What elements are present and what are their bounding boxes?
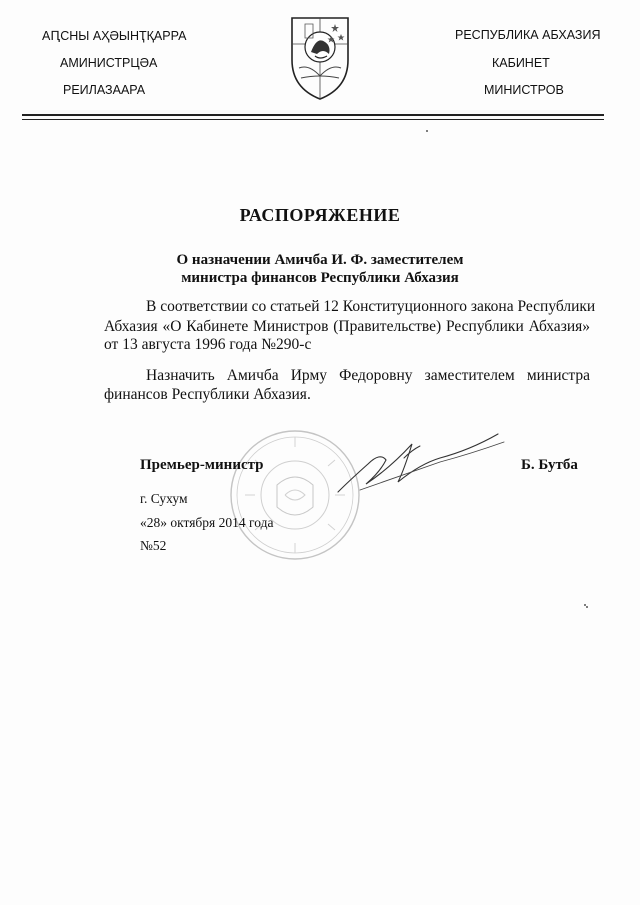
scan-speck — [426, 130, 428, 132]
document-number: №52 — [140, 538, 167, 553]
header-divider-thick — [22, 114, 604, 116]
header-right-line1: РЕСПУБЛИКА АБХАЗИЯ — [455, 28, 601, 42]
paragraph1-line2: Абхазия «О Кабинете Министров (Правительстве) Республики Абхазия» — [104, 318, 590, 335]
signatory-name: Б. Бутба — [521, 457, 578, 473]
paragraph2-line2: финансов Республики Абхазия. — [104, 386, 311, 403]
header-left-line3: РЕИЛАЗААРА — [63, 83, 146, 97]
paragraph2-line1: Назначить Амичба Ирму Федоровну заместителем министра — [146, 367, 590, 384]
paragraph1-line1: В соответствии со статьей 12 Конституционного закона Республики — [146, 298, 596, 315]
document-city: г. Сухум — [140, 491, 188, 506]
scan-speck — [586, 606, 588, 608]
header-left-line1: АԤСНЫ АҲӘЫНҬҚАРРА — [42, 29, 187, 43]
document-subtitle-line1: О назначении Амичба И. Ф. заместителем — [176, 252, 464, 268]
document-subtitle-line2: министра финансов Республики Абхазия — [181, 270, 459, 286]
paragraph1-line3: от 13 августа 1996 года №290-с — [104, 336, 312, 353]
signatory-position: Премьер-министр — [140, 457, 264, 473]
state-emblem-icon — [287, 14, 353, 102]
header-left-line2: АМИНИСТРЦӘА — [60, 56, 158, 70]
handwritten-signature — [320, 420, 510, 500]
header-right-line2: КАБИНЕТ — [492, 56, 550, 70]
header-right-line3: МИНИСТРОВ — [484, 83, 564, 97]
document-date: «28» октября 2014 года — [140, 515, 274, 530]
header-divider-thin — [22, 119, 604, 120]
document-title: РАСПОРЯЖЕНИЕ — [239, 205, 401, 225]
